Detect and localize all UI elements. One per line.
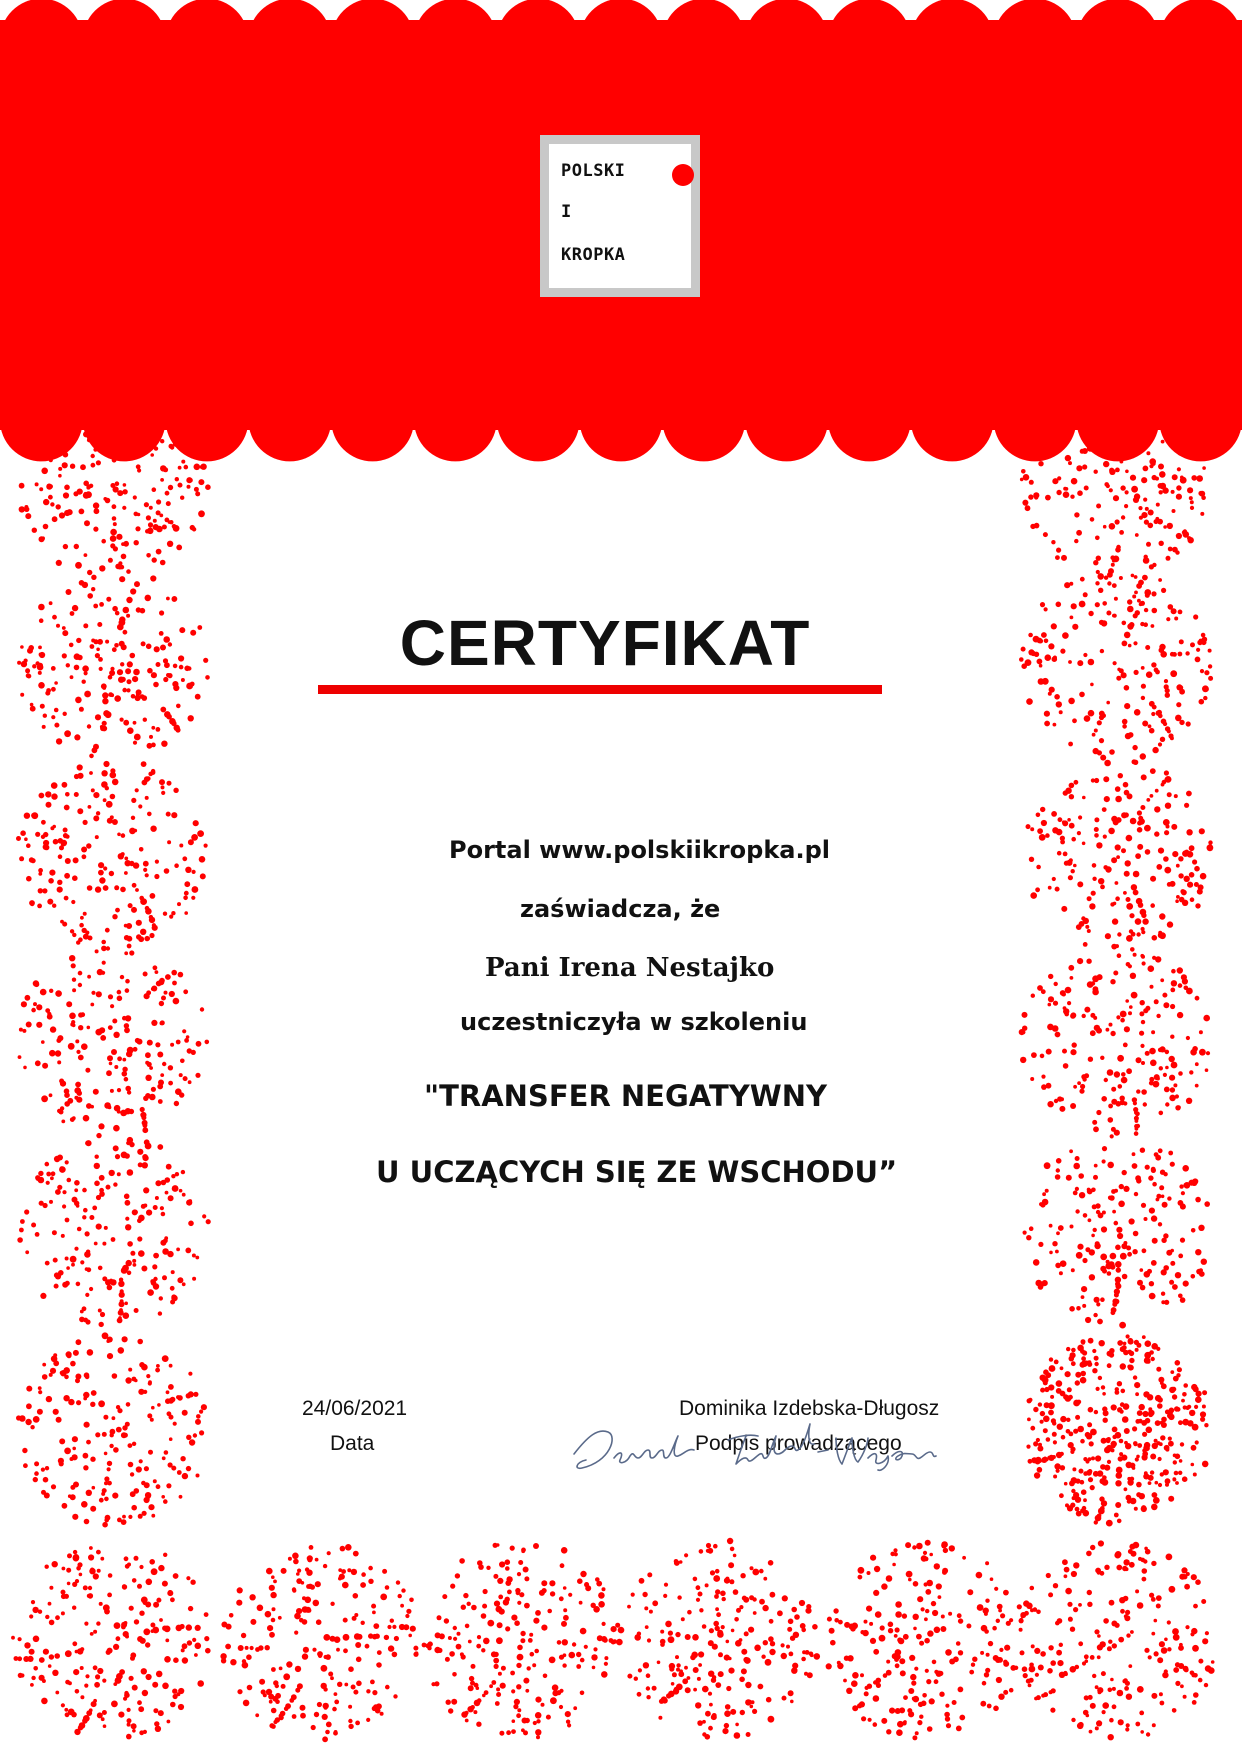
certifies-line: zaświadcza, że (520, 895, 721, 923)
date-value: 24/06/2021 (302, 1397, 408, 1420)
logo-text-line-3: KROPKA (561, 245, 626, 265)
recipient-name: Pani Irena Nestajko (485, 953, 775, 983)
handwritten-signature (568, 1418, 978, 1480)
date-label: Data (330, 1432, 375, 1455)
course-title-line-1: "TRANSFER NEGATYWNY (424, 1079, 827, 1113)
title-underline (318, 685, 882, 694)
logo-dot-icon (672, 164, 694, 186)
signer-label: Podpis prowadzącego (695, 1432, 902, 1455)
course-title-line-2: U UCZĄCYCH SIĘ ZE WSCHODU” (376, 1155, 898, 1189)
logo-text-line-2: I (561, 202, 572, 222)
logo-text-line-1: POLSKI (561, 161, 626, 181)
certificate-title: CERTYFIKAT (399, 607, 811, 679)
dot-pattern-border (11, 389, 1215, 1742)
logo (540, 135, 700, 297)
issuer-line: Portal www.polskiikropka.pl (449, 836, 830, 864)
signer-name: Dominika Izdebska-Długosz (679, 1397, 940, 1420)
participation-line: uczestniczyła w szkoleniu (460, 1008, 808, 1036)
